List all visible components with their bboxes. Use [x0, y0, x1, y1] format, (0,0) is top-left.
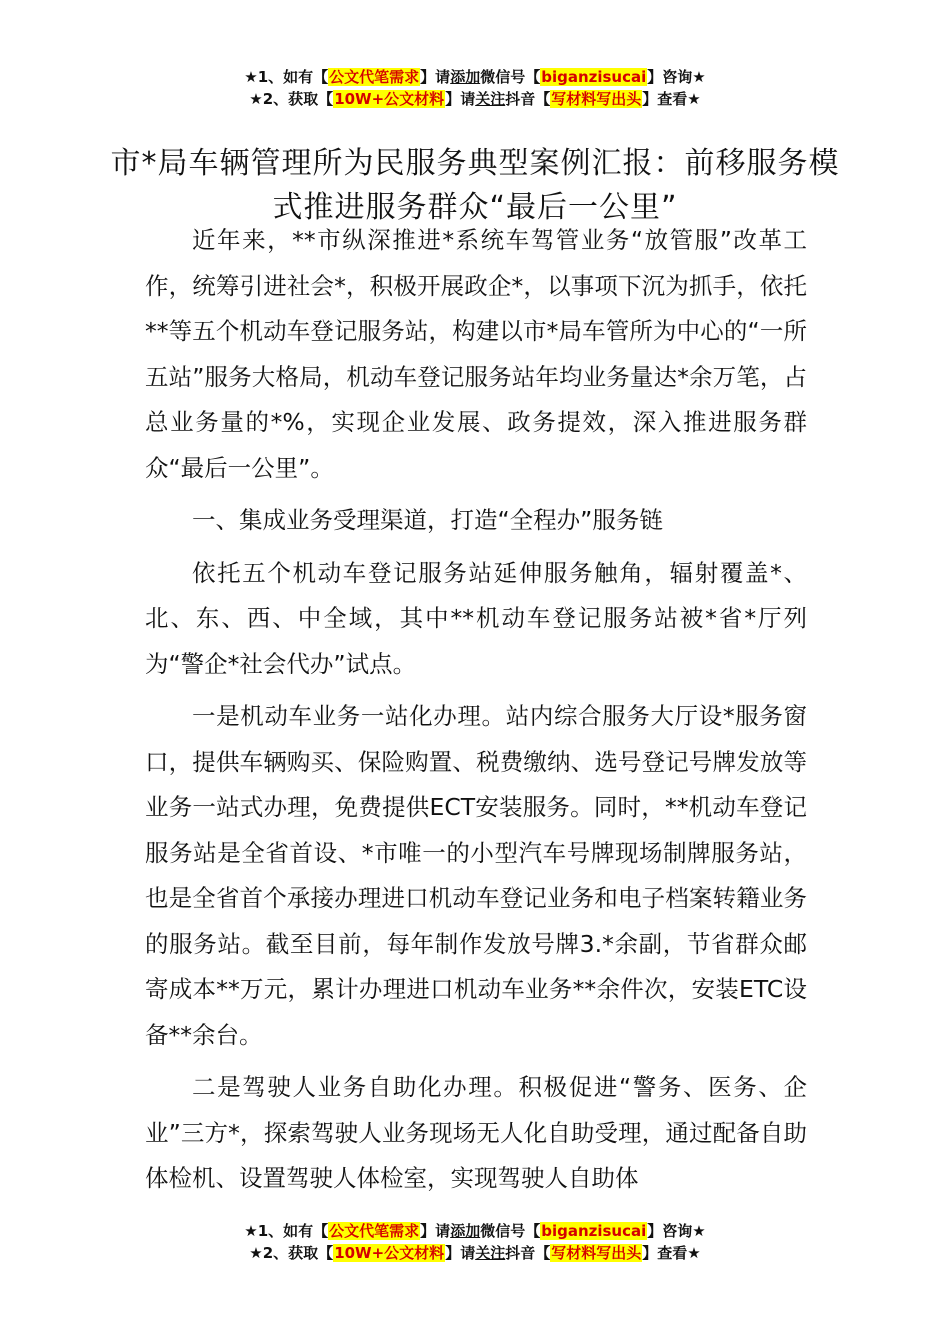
paragraph-stations: 依托五个机动车登记服务站延伸服务触角，辐射覆盖*、北、东、西、中全域，其中**机动车登记服务站被*省*厅列为“警企*社会代办”试点。 — [145, 558, 807, 678]
paragraph-driver-service: 二是驾驶人业务自助化办理。积极促进“警务、医务、企业”三方*，探索驾驶人业务现场无人化自助受理，通过配备自助体检机、设置驾驶人体检室，实现驾驶人自助体 — [145, 1073, 807, 1192]
highlight-ghostwriting: 公文代笔需求 — [329, 1222, 420, 1240]
highlight-wechat-id: biganzisucai — [541, 1222, 647, 1240]
banner-line-1: ★1、如有【公文代笔需求】请添加微信号【biganzisucai】咨询★ — [244, 1222, 706, 1240]
highlight-douyin: 写材料写出头 — [551, 90, 642, 108]
highlight-materials: 10W+公文材料 — [334, 90, 445, 108]
banner-line-1: ★1、如有【公文代笔需求】请添加微信号【biganzisucai】咨询★ — [244, 68, 706, 86]
footer-banner — [0, 1220, 950, 1264]
highlight-materials: 10W+公文材料 — [334, 1244, 445, 1262]
document-body — [145, 218, 807, 1202]
highlight-douyin: 写材料写出头 — [551, 1244, 642, 1262]
banner-line-2: ★2、获取【10W+公文材料】请关注抖音【写材料写出头】查看★ — [249, 90, 701, 108]
paragraph-intro: 近年来，**市纵深推进*系统车驾管业务“放管服”改革工作，统筹引进社会*，积极开展政企*，以事项下沉为抓手，依托**等五个机动车登记服务站，构建以市*局车管所为中心的“一所五站”服务大格局，机动车登记服务站年均业务量达*余万笔，占总业务量的*%，实现企业发展、政务提效，深入推进服务群众“最后一公里”。 — [145, 226, 807, 482]
page-title: 市*局车辆管理所为民服务典型案例汇报：前移服务模式推进服务群众“最后一公里” — [110, 146, 840, 226]
header-banner — [0, 66, 950, 110]
section-heading-1: 一、集成业务受理渠道，打造“全程办”服务链 — [192, 506, 663, 534]
highlight-ghostwriting: 公文代笔需求 — [329, 68, 420, 86]
paragraph-vehicle-service: 一是机动车业务一站化办理。站内综合服务大厅设*服务窗口，提供车辆购买、保险购置、税费缴纳、选号登记号牌发放等业务一站式办理，免费提供ECT安装服务。同时，**机动车登记服务站是全省首设、*市唯一的小型汽车号牌现场制牌服务站，也是全省首个承接办理进口机动车登记业务和电子档案转籍业务的服务站。截至目前，每年制作发放号牌3.*余副，节省群众邮寄成本**万元，累计办理进口机动车业务**余件次，安装ETC设备**余台。 — [145, 702, 807, 1049]
highlight-wechat-id: biganzisucai — [541, 68, 647, 86]
banner-line-2: ★2、获取【10W+公文材料】请关注抖音【写材料写出头】查看★ — [249, 1244, 701, 1262]
